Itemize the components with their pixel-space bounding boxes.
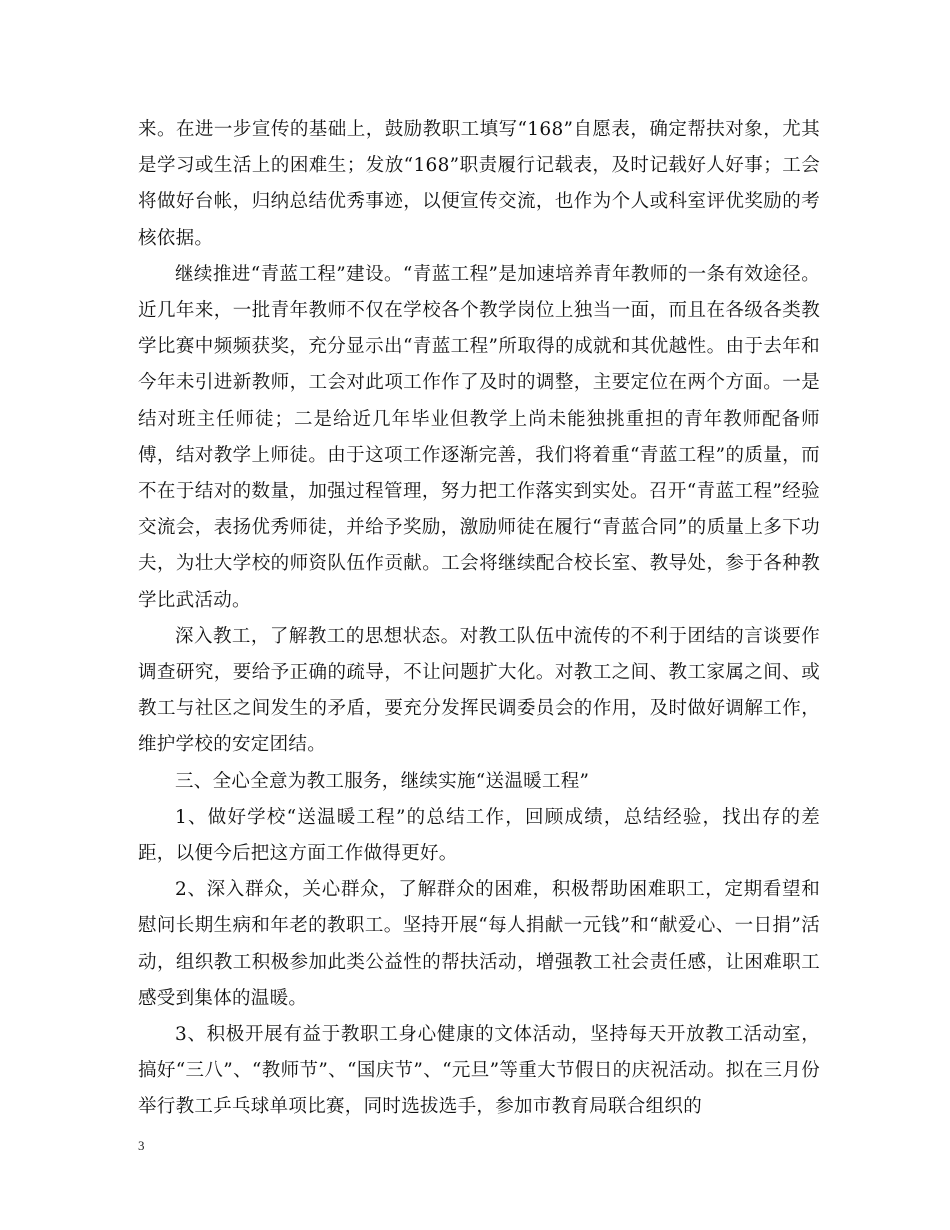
list-item-2: 2、深入群众，关心群众，了解群众的困难，积极帮助困难职工，定期看望和慰问长期生病和年老的教职工。坚持开展“每人捐献一元钱”和“献爱心、一日捐”活动，组织教工积极参加此类公益性的帮扶活动，增强教工社会责任感，让困难职工感受到集体的温暖。	[138, 879, 820, 1009]
paragraph-continuation: 来。在进一步宣传的基础上，鼓励教职工填写“168”自愿表，确定帮扶对象，尤其是学习或生活上的困难生；发放“168”职责履行记载表，及时记载好人好事；工会将做好台帐，归纳总结优秀事迹，以便宣传交流，也作为个人或科室评优奖励的考核依据。	[138, 119, 820, 249]
paragraph-qinglan-project: 继续推进“青蓝工程”建设。“青蓝工程”是加速培养青年教师的一条有效途径。近几年来，一批青年教师不仅在学校各个教学岗位上独当一面，而且在各级各类教学比赛中频频获奖，充分显示出“青蓝工程”所取得的成就和其优越性。由于去年和今年未引进新教师，工会对此项工作作了及时的调整，主要定位在两个方面。一是结对班主任师徒；二是给近几年毕业但教学上尚未能独挑重担的青年教师配备师傅，结对教学上师徒。由于这项工作逐渐完善，我们将着重“青蓝工程”的质量，而不在于结对的数量，加强过程管理，努力把工作落实到实处。召开“青蓝工程”经验交流会，表扬优秀师徒，并给予奖励，激励师徒在履行“青蓝合同”的质量上多下功夫，为壮大学校的师资队伍作贡献。工会将继续配合校长室、教导处，参于各种教学比武活动。	[138, 263, 820, 611]
paragraph-understand-staff: 深入教工，了解教工的思想状态。对教工队伍中流传的不利于团结的言谈要作调查研究，要给予正确的疏导，不让问题扩大化。对教工之间、教工家属之间、或教工与社区之间发生的矛盾，要充分发挥民调委员会的作用，及时做好调解工作，维护学校的安定团结。	[138, 625, 820, 756]
section-heading-three: 三、全心全意为教工服务，继续实施“送温暖工程”	[175, 770, 590, 792]
list-item-3: 3、积极开展有益于教职工身心健康的文体活动，坚持每天开放教工活动室，搞好“三八”、“教师节”、“国庆节”、“元旦”等重大节假日的庆祝活动。拟在三月份举行教工乒乓球单项比赛，同时选拔选手，参加市教育局联合组织的	[138, 1024, 820, 1118]
document-body	[138, 112, 820, 1126]
page-number: 3	[138, 1138, 145, 1153]
list-item-1: 1、做好学校“送温暖工程”的总结工作，回顾成绩，总结经验，找出存的差距，以便今后把这方面工作做得更好。	[138, 806, 820, 865]
